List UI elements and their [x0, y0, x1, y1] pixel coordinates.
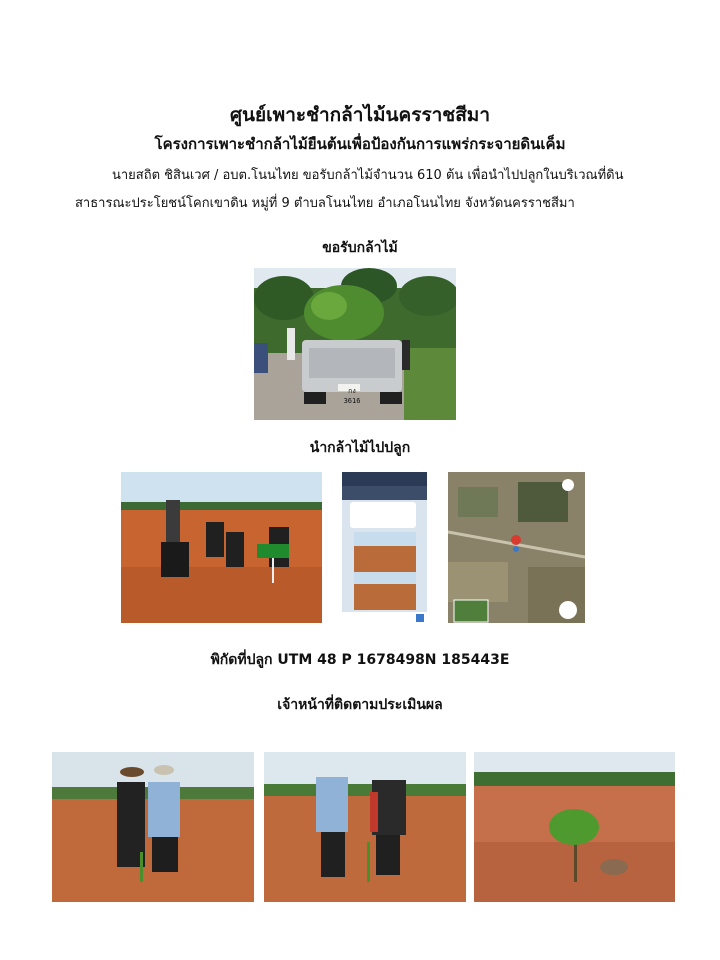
staff-inspection-photo-1	[52, 752, 254, 902]
staff-inspection-photo-2	[264, 752, 466, 902]
document-subtitle: โครงการเพาะชำกล้าไม้ยืนต้นเพื่อป้องกันการแพร่กระจายดินเค็ม	[154, 135, 566, 153]
planted-tree-photo	[474, 752, 675, 902]
section-heading-monitoring-staff: เจ้าหน้าที่ติดตามประเมินผล	[277, 697, 443, 713]
paragraph-line-2: สาธารณะประโยชน์โคกเขาดิน หมู่ที่ 9 ตำบลโนนไทย อำเภอโนนไทย จังหวัดนครราชสีมา	[75, 196, 575, 211]
planting-coordinates: พิกัดที่ปลูก UTM 48 P 1678498N 185443E	[210, 652, 510, 668]
truck-license-plate: กง 3616	[343, 387, 361, 405]
section-heading-receive-seedlings: ขอรับกล้าไม้	[322, 240, 398, 256]
section-heading-take-to-plant: นำกล้าไม้ไปปลูก	[309, 440, 411, 456]
paragraph-line-1: นายสถิต ชิสินเวศ / อบต.โนนไทย ขอรับกล้าไม้จำนวน 610 ต้น เพื่อนำไปปลูกในบริเวณที่ดิน	[112, 168, 624, 183]
chat-screenshot-photo	[342, 472, 427, 623]
map-screenshot-photo	[448, 472, 585, 623]
planting-group-photo	[121, 472, 322, 623]
document-title: ศูนย์เพาะชำกล้าไม้นครราชสีมา	[230, 104, 490, 126]
